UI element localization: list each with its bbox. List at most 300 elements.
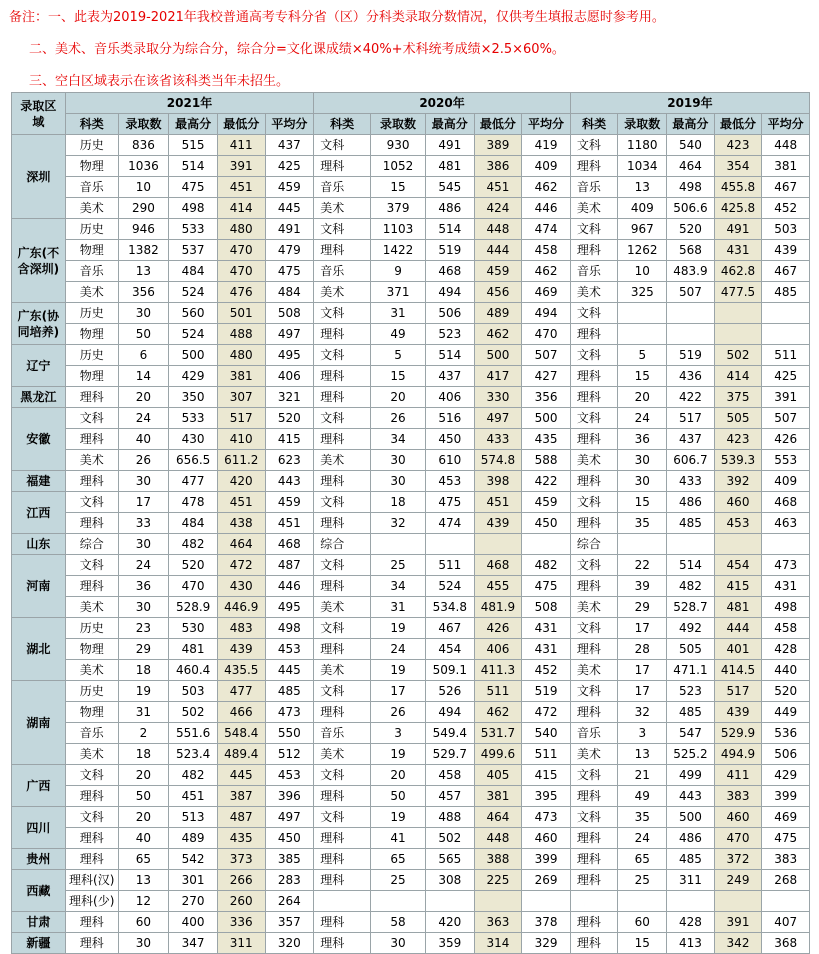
category-cell: 音乐 xyxy=(65,177,118,198)
count-cell: 26 xyxy=(118,450,169,471)
avg-score-cell: 395 xyxy=(522,786,571,807)
min-score-cell: 307 xyxy=(217,387,265,408)
count-cell: 12 xyxy=(118,891,169,912)
avg-score-cell: 437 xyxy=(265,135,314,156)
category-cell: 音乐 xyxy=(65,261,118,282)
count-cell: 356 xyxy=(118,282,169,303)
min-score-cell xyxy=(714,324,762,345)
min-score-cell: 477 xyxy=(217,681,265,702)
min-score-cell: 411 xyxy=(217,135,265,156)
min-score-cell: 249 xyxy=(714,870,762,891)
category-cell: 理科 xyxy=(314,429,371,450)
min-score-cell: 494.9 xyxy=(714,744,762,765)
max-score-cell: 413 xyxy=(667,933,715,954)
category-cell: 美术 xyxy=(65,450,118,471)
max-score-cell: 483.9 xyxy=(667,261,715,282)
table-row xyxy=(12,828,810,849)
avg-score-cell: 453 xyxy=(265,639,314,660)
max-score-cell: 540 xyxy=(667,135,715,156)
count-cell: 1180 xyxy=(618,135,667,156)
count-cell: 15 xyxy=(371,366,426,387)
count-cell xyxy=(371,534,426,555)
count-cell: 30 xyxy=(118,534,169,555)
avg-score-cell: 357 xyxy=(265,912,314,933)
category-cell: 理科 xyxy=(65,786,118,807)
column-header: 录取数 xyxy=(618,114,667,135)
max-score-cell: 542 xyxy=(169,849,218,870)
min-score-cell: 391 xyxy=(217,156,265,177)
count-cell: 24 xyxy=(618,828,667,849)
max-score-cell: 511 xyxy=(425,555,474,576)
max-score-cell: 475 xyxy=(169,177,218,198)
min-score-cell: 517 xyxy=(217,408,265,429)
max-score-cell: 528.7 xyxy=(667,597,715,618)
min-score-cell: 470 xyxy=(217,240,265,261)
min-score-cell: 466 xyxy=(217,702,265,723)
category-cell: 理科 xyxy=(570,576,618,597)
category-cell: 理科 xyxy=(314,156,371,177)
min-score-cell: 517 xyxy=(714,681,762,702)
max-score-cell: 433 xyxy=(667,471,715,492)
table-row xyxy=(12,366,810,387)
count-cell: 21 xyxy=(618,765,667,786)
avg-score-cell: 450 xyxy=(265,828,314,849)
avg-score-cell: 520 xyxy=(762,681,810,702)
max-score-cell: 270 xyxy=(169,891,218,912)
count-cell: 3 xyxy=(371,723,426,744)
max-score-cell: 430 xyxy=(169,429,218,450)
max-score-cell: 523 xyxy=(425,324,474,345)
table-row xyxy=(12,240,810,261)
avg-score-cell: 485 xyxy=(762,282,810,303)
min-score-cell: 417 xyxy=(474,366,522,387)
avg-score-cell: 475 xyxy=(265,261,314,282)
count-cell: 946 xyxy=(118,219,169,240)
category-cell: 理科 xyxy=(314,828,371,849)
count-cell: 58 xyxy=(371,912,426,933)
category-cell: 理科 xyxy=(314,912,371,933)
avg-score-cell: 467 xyxy=(762,261,810,282)
min-score-cell: 468 xyxy=(474,555,522,576)
min-score-cell: 462 xyxy=(474,324,522,345)
count-cell: 24 xyxy=(118,408,169,429)
min-score-cell: 487 xyxy=(217,807,265,828)
max-score-cell: 468 xyxy=(425,261,474,282)
avg-score-cell: 425 xyxy=(762,366,810,387)
avg-score-cell: 264 xyxy=(265,891,314,912)
category-cell xyxy=(570,891,618,912)
min-score-cell: 372 xyxy=(714,849,762,870)
min-score-cell: 464 xyxy=(217,534,265,555)
count-cell: 39 xyxy=(618,576,667,597)
column-header: 最低分 xyxy=(474,114,522,135)
avg-score-cell: 497 xyxy=(265,324,314,345)
table-row xyxy=(12,282,810,303)
avg-score-cell: 458 xyxy=(522,240,571,261)
count-cell: 18 xyxy=(118,660,169,681)
column-header: 科类 xyxy=(570,114,618,135)
min-score-cell: 477.5 xyxy=(714,282,762,303)
min-score-cell: 410 xyxy=(217,429,265,450)
count-cell: 30 xyxy=(118,471,169,492)
avg-score-cell: 329 xyxy=(522,933,571,954)
max-score-cell: 500 xyxy=(169,345,218,366)
table-row xyxy=(12,618,810,639)
table-row xyxy=(12,429,810,450)
category-cell: 理科 xyxy=(314,471,371,492)
avg-score-cell: 467 xyxy=(762,177,810,198)
max-score-cell: 475 xyxy=(425,492,474,513)
table-row xyxy=(12,933,810,954)
max-score-cell: 560 xyxy=(169,303,218,324)
min-score-cell: 448 xyxy=(474,828,522,849)
avg-score-cell: 458 xyxy=(762,618,810,639)
max-score-cell: 514 xyxy=(667,555,715,576)
count-cell: 49 xyxy=(371,324,426,345)
min-score-cell: 451 xyxy=(217,177,265,198)
avg-score-cell: 498 xyxy=(265,618,314,639)
category-cell: 文科 xyxy=(65,492,118,513)
category-cell: 理科 xyxy=(314,240,371,261)
region-cell: 四川 xyxy=(12,807,66,849)
min-score-cell: 373 xyxy=(217,849,265,870)
count-cell: 25 xyxy=(618,870,667,891)
min-score-cell: 398 xyxy=(474,471,522,492)
category-cell: 文科 xyxy=(570,807,618,828)
category-cell: 理科 xyxy=(570,702,618,723)
avg-score-cell: 511 xyxy=(522,744,571,765)
min-score-cell: 225 xyxy=(474,870,522,891)
category-cell: 音乐 xyxy=(570,261,618,282)
max-score-cell: 519 xyxy=(667,345,715,366)
category-cell: 物理 xyxy=(65,240,118,261)
min-score-cell: 342 xyxy=(714,933,762,954)
max-score-cell: 606.7 xyxy=(667,450,715,471)
max-score-cell: 513 xyxy=(169,807,218,828)
count-cell: 1036 xyxy=(118,156,169,177)
max-score-cell: 519 xyxy=(425,240,474,261)
category-cell: 文科 xyxy=(314,765,371,786)
min-score-cell: 260 xyxy=(217,891,265,912)
min-score-cell: 424 xyxy=(474,198,522,219)
min-score-cell: 529.9 xyxy=(714,723,762,744)
avg-score-cell: 452 xyxy=(762,198,810,219)
max-score-cell: 524 xyxy=(169,282,218,303)
min-score-cell xyxy=(714,303,762,324)
avg-score-cell xyxy=(762,303,810,324)
category-cell: 音乐 xyxy=(65,723,118,744)
max-score-cell: 406 xyxy=(425,387,474,408)
min-score-cell: 472 xyxy=(217,555,265,576)
max-score-cell: 492 xyxy=(667,618,715,639)
min-score-cell: 423 xyxy=(714,429,762,450)
count-cell: 28 xyxy=(618,639,667,660)
min-score-cell: 266 xyxy=(217,870,265,891)
min-score-cell: 574.8 xyxy=(474,450,522,471)
column-header: 科类 xyxy=(314,114,371,135)
count-cell: 13 xyxy=(118,261,169,282)
category-cell: 音乐 xyxy=(314,723,371,744)
column-header: 最高分 xyxy=(667,114,715,135)
max-score-cell: 502 xyxy=(169,702,218,723)
count-cell: 40 xyxy=(118,429,169,450)
category-cell: 音乐 xyxy=(314,261,371,282)
avg-score-cell: 485 xyxy=(265,681,314,702)
count-cell: 14 xyxy=(118,366,169,387)
avg-score-cell: 428 xyxy=(762,639,810,660)
category-cell: 理科 xyxy=(570,366,618,387)
avg-score-cell: 473 xyxy=(762,555,810,576)
category-cell: 美术 xyxy=(570,744,618,765)
max-score-cell: 524 xyxy=(169,324,218,345)
max-score-cell: 520 xyxy=(667,219,715,240)
max-score-cell: 443 xyxy=(667,786,715,807)
category-cell: 物理 xyxy=(65,366,118,387)
max-score-cell: 505 xyxy=(667,639,715,660)
avg-score-cell: 500 xyxy=(522,408,571,429)
category-cell: 历史 xyxy=(65,219,118,240)
min-score-cell: 451 xyxy=(474,177,522,198)
category-cell: 理科 xyxy=(314,786,371,807)
max-score-cell: 503 xyxy=(169,681,218,702)
avg-score-cell: 426 xyxy=(762,429,810,450)
max-score-cell: 524 xyxy=(425,576,474,597)
count-cell: 29 xyxy=(118,639,169,660)
category-cell: 理科 xyxy=(314,870,371,891)
max-score-cell xyxy=(667,303,715,324)
category-cell: 美术 xyxy=(65,597,118,618)
max-score-cell: 547 xyxy=(667,723,715,744)
max-score-cell: 499 xyxy=(667,765,715,786)
region-cell: 广东(协同培养) xyxy=(12,303,66,345)
min-score-cell: 476 xyxy=(217,282,265,303)
max-score-cell: 530 xyxy=(169,618,218,639)
avg-score-cell: 463 xyxy=(762,513,810,534)
min-score-cell: 381 xyxy=(217,366,265,387)
count-cell: 967 xyxy=(618,219,667,240)
min-score-cell: 389 xyxy=(474,135,522,156)
max-score-cell: 528.9 xyxy=(169,597,218,618)
region-cell: 西藏 xyxy=(12,870,66,912)
avg-score-cell: 446 xyxy=(522,198,571,219)
count-cell: 30 xyxy=(371,471,426,492)
count-cell: 32 xyxy=(618,702,667,723)
region-cell: 山东 xyxy=(12,534,66,555)
max-score-cell: 482 xyxy=(169,765,218,786)
max-score-cell: 494 xyxy=(425,702,474,723)
min-score-cell: 375 xyxy=(714,387,762,408)
avg-score-cell: 512 xyxy=(265,744,314,765)
avg-score-cell xyxy=(762,891,810,912)
count-cell: 24 xyxy=(618,408,667,429)
note-1: 备注：一、此表为2019-2021年我校普通高考专科分省（区）分科类录取分数情况，仅供考生填报志愿时参考用。 xyxy=(9,10,665,25)
column-header: 最低分 xyxy=(217,114,265,135)
count-cell: 3 xyxy=(618,723,667,744)
year-header: 2019年 xyxy=(570,93,809,114)
category-cell: 理科 xyxy=(570,933,618,954)
avg-score-cell: 429 xyxy=(762,765,810,786)
avg-score-cell: 550 xyxy=(265,723,314,744)
avg-score-cell: 446 xyxy=(265,576,314,597)
avg-score-cell: 435 xyxy=(522,429,571,450)
avg-score-cell: 422 xyxy=(522,471,571,492)
max-score-cell: 514 xyxy=(425,345,474,366)
avg-score-cell: 459 xyxy=(265,492,314,513)
category-cell xyxy=(314,891,371,912)
max-score-cell: 484 xyxy=(169,513,218,534)
min-score-cell: 433 xyxy=(474,429,522,450)
min-score-cell: 459 xyxy=(474,261,522,282)
min-score-cell: 481 xyxy=(714,597,762,618)
min-score-cell: 314 xyxy=(474,933,522,954)
category-cell: 综合 xyxy=(65,534,118,555)
max-score-cell: 464 xyxy=(667,156,715,177)
category-cell: 物理 xyxy=(65,639,118,660)
count-cell: 34 xyxy=(371,576,426,597)
min-score-cell: 423 xyxy=(714,135,762,156)
min-score-cell: 431 xyxy=(714,240,762,261)
category-cell: 综合 xyxy=(570,534,618,555)
count-cell: 40 xyxy=(118,828,169,849)
avg-score-cell xyxy=(762,534,810,555)
avg-score-cell: 431 xyxy=(762,576,810,597)
count-cell: 15 xyxy=(618,366,667,387)
min-score-cell: 438 xyxy=(217,513,265,534)
category-cell: 理科(少) xyxy=(65,891,118,912)
max-score-cell: 502 xyxy=(425,828,474,849)
min-score-cell: 363 xyxy=(474,912,522,933)
category-cell: 理科 xyxy=(314,702,371,723)
count-cell: 9 xyxy=(371,261,426,282)
count-cell: 1382 xyxy=(118,240,169,261)
count-cell: 18 xyxy=(118,744,169,765)
min-score-cell: 387 xyxy=(217,786,265,807)
category-cell: 理科 xyxy=(570,786,618,807)
max-score-cell xyxy=(667,534,715,555)
avg-score-cell: 508 xyxy=(265,303,314,324)
count-cell: 30 xyxy=(118,597,169,618)
count-cell: 35 xyxy=(618,513,667,534)
count-cell: 30 xyxy=(118,303,169,324)
min-score-cell: 411 xyxy=(714,765,762,786)
min-score-cell: 354 xyxy=(714,156,762,177)
avg-score-cell: 356 xyxy=(522,387,571,408)
min-score-cell: 460 xyxy=(714,807,762,828)
max-score-cell: 470 xyxy=(169,576,218,597)
avg-score-cell: 431 xyxy=(522,639,571,660)
count-cell: 17 xyxy=(371,681,426,702)
avg-score-cell: 378 xyxy=(522,912,571,933)
category-cell: 理科 xyxy=(314,849,371,870)
category-cell: 文科 xyxy=(314,408,371,429)
min-score-cell: 548.4 xyxy=(217,723,265,744)
category-cell: 历史 xyxy=(65,135,118,156)
avg-score-cell: 482 xyxy=(522,555,571,576)
max-score-cell: 458 xyxy=(425,765,474,786)
max-score-cell: 460.4 xyxy=(169,660,218,681)
min-score-cell: 439 xyxy=(474,513,522,534)
category-cell: 文科 xyxy=(65,408,118,429)
max-score-cell xyxy=(425,891,474,912)
category-cell: 文科 xyxy=(570,492,618,513)
avg-score-cell: 498 xyxy=(762,597,810,618)
count-cell: 65 xyxy=(371,849,426,870)
avg-score-cell: 469 xyxy=(762,807,810,828)
table-row xyxy=(12,576,810,597)
count-cell: 930 xyxy=(371,135,426,156)
note-2: 二、美术、音乐类录取分为综合分，综合分=文化课成绩×40%+术科统考成绩×2.5×60%。 xyxy=(29,42,565,57)
table-row xyxy=(12,555,810,576)
max-score-cell: 436 xyxy=(667,366,715,387)
max-score-cell: 482 xyxy=(169,534,218,555)
max-score-cell: 474 xyxy=(425,513,474,534)
count-cell: 13 xyxy=(118,870,169,891)
min-score-cell: 386 xyxy=(474,156,522,177)
table-row xyxy=(12,156,810,177)
count-cell: 60 xyxy=(118,912,169,933)
category-cell: 文科 xyxy=(570,555,618,576)
avg-score-cell: 474 xyxy=(522,219,571,240)
category-cell: 理科 xyxy=(65,912,118,933)
avg-score-cell: 469 xyxy=(522,282,571,303)
max-score-cell: 301 xyxy=(169,870,218,891)
column-header: 科类 xyxy=(65,114,118,135)
count-cell: 13 xyxy=(618,744,667,765)
min-score-cell: 480 xyxy=(217,219,265,240)
max-score-cell: 486 xyxy=(667,492,715,513)
min-score-cell: 455 xyxy=(474,576,522,597)
category-cell: 文科 xyxy=(570,135,618,156)
min-score-cell: 430 xyxy=(217,576,265,597)
table-row xyxy=(12,450,810,471)
count-cell: 1262 xyxy=(618,240,667,261)
count-cell: 30 xyxy=(371,933,426,954)
avg-score-cell: 451 xyxy=(265,513,314,534)
count-cell: 31 xyxy=(371,597,426,618)
count-cell xyxy=(618,303,667,324)
category-cell: 物理 xyxy=(65,702,118,723)
count-cell: 836 xyxy=(118,135,169,156)
max-score-cell: 471.1 xyxy=(667,660,715,681)
min-score-cell: 444 xyxy=(474,240,522,261)
count-cell: 29 xyxy=(618,597,667,618)
avg-score-cell: 470 xyxy=(522,324,571,345)
column-header: 平均分 xyxy=(762,114,810,135)
min-score-cell: 451 xyxy=(474,492,522,513)
category-cell: 历史 xyxy=(65,618,118,639)
category-cell: 美术 xyxy=(314,450,371,471)
count-cell: 19 xyxy=(371,744,426,765)
category-cell: 理科 xyxy=(570,828,618,849)
avg-score-cell: 321 xyxy=(265,387,314,408)
max-score-cell: 656.5 xyxy=(169,450,218,471)
category-cell: 理科 xyxy=(65,576,118,597)
table-row xyxy=(12,135,810,156)
max-score-cell: 565 xyxy=(425,849,474,870)
category-cell: 美术 xyxy=(65,198,118,219)
count-cell: 36 xyxy=(118,576,169,597)
count-cell: 19 xyxy=(371,660,426,681)
count-cell: 5 xyxy=(618,345,667,366)
category-cell: 文科 xyxy=(314,345,371,366)
column-header: 平均分 xyxy=(522,114,571,135)
avg-score-cell: 468 xyxy=(762,492,810,513)
category-cell: 美术 xyxy=(314,597,371,618)
region-cell: 河南 xyxy=(12,555,66,618)
table-row xyxy=(12,639,810,660)
avg-score-cell: 520 xyxy=(265,408,314,429)
category-cell: 美术 xyxy=(65,660,118,681)
